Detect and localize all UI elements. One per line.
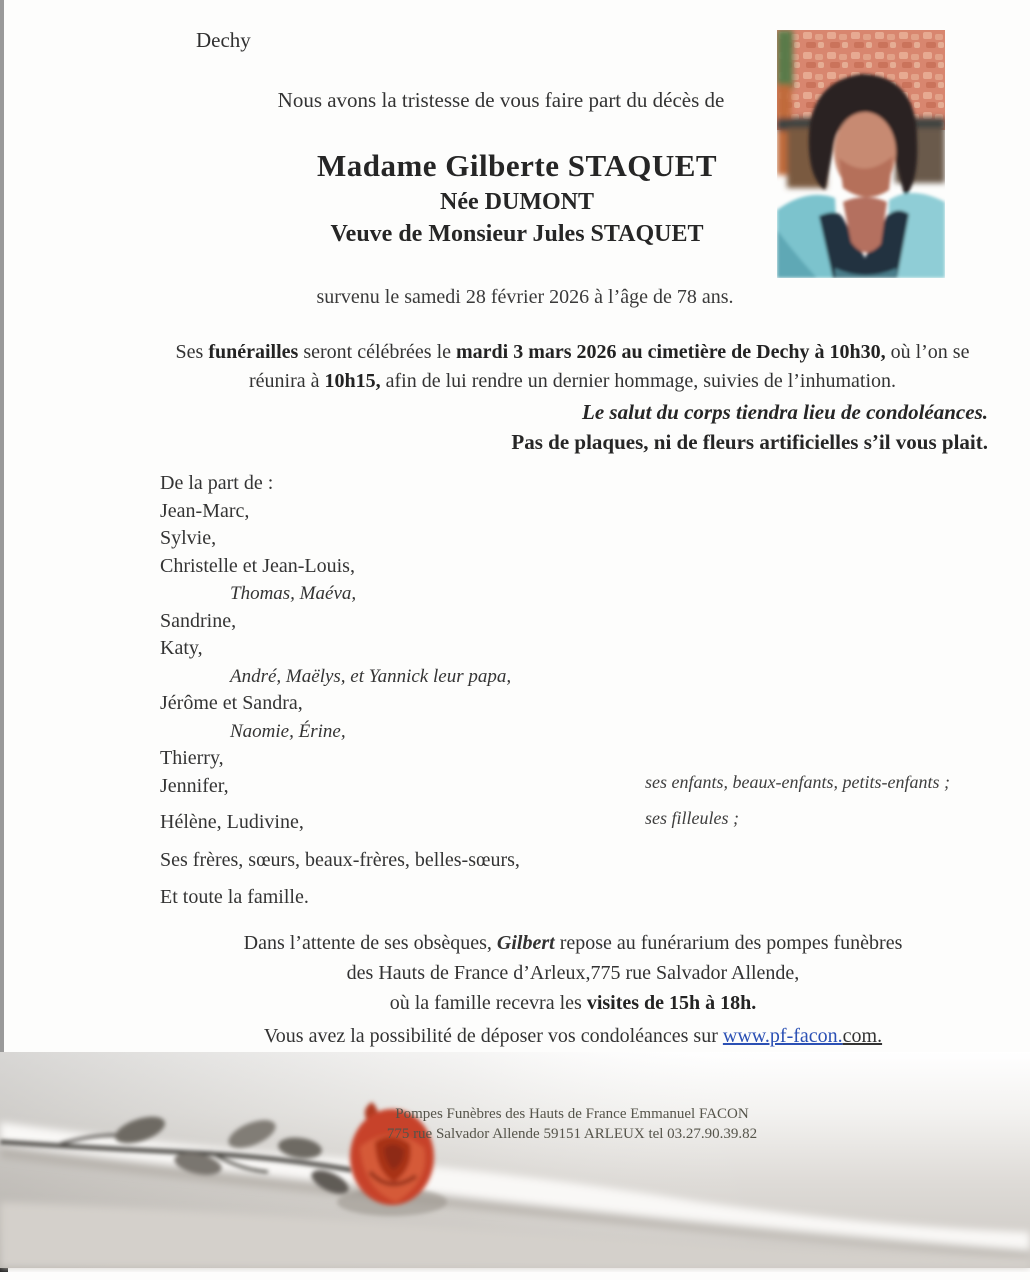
- family-member: Sylvie,: [160, 527, 217, 549]
- repose-line3: [244, 988, 903, 1018]
- funeral-bold: funérailles: [208, 341, 299, 363]
- condolence-link-line: [244, 1021, 903, 1051]
- condolence-website-link-suffix[interactable]: com.: [842, 1025, 883, 1047]
- repose-line1: [244, 928, 903, 958]
- repose-line2: des Hauts de France d’Arleux,775 rue Salvador Allende,: [346, 962, 800, 984]
- repose-text: où la famille recevra les: [389, 992, 587, 1014]
- condolence-block: [511, 398, 988, 456]
- plaques-line: Pas de plaques, ni de fleurs artificielles s’il vous plait.: [511, 430, 988, 454]
- family-member: Sandrine,: [160, 609, 237, 632]
- death-date-line: survenu le samedi 28 février 2026 à l’âge de 78 ans.: [316, 286, 734, 308]
- family-member: Christelle et Jean-Louis,: [160, 554, 355, 577]
- funeral-bold: mardi 3 mars 2026 au cimetière de Dechy à 10h30,: [456, 341, 886, 363]
- funeral-home-footer: [387, 1104, 757, 1144]
- condolence-website-link[interactable]: www.pf-facon.: [722, 1025, 843, 1047]
- funeral-details: [150, 338, 995, 396]
- family-member: Jean-Marc,: [160, 499, 250, 522]
- deceased-first-name: Gilbert: [496, 932, 555, 954]
- funeral-text: seront célébrées le: [298, 341, 457, 363]
- repose-block: [244, 928, 903, 1051]
- funeral-text: Ses: [175, 341, 209, 363]
- family-grandchildren: Thomas, Maéva,: [230, 583, 357, 604]
- family-list: [160, 470, 520, 912]
- family-member: Hélène, Ludivine,: [160, 811, 304, 833]
- widow-line: Veuve de Monsieur Jules STAQUET: [330, 221, 704, 247]
- family-member: Jennifer,: [160, 774, 229, 797]
- family-grandchildren: Naomie, Érine,: [230, 720, 346, 742]
- funeral-home-address: 775 rue Salvador Allende 59151 ARLEUX tel 03.27.90.39.82: [386, 1126, 758, 1142]
- funeral-home-name: Pompes Funèbres des Hauts de France Emmanuel FACON: [395, 1106, 749, 1122]
- intro-line: Nous avons la tristesse de vous faire part du décès de: [277, 88, 725, 112]
- repose-text: repose au funérarium des pompes funèbres: [554, 932, 903, 954]
- visiting-hours: visites de 15h à 18h.: [586, 992, 757, 1014]
- funeral-bold: 10h15,: [324, 370, 381, 392]
- family-grandchildren: André, Maëlys, et Yannick leur papa,: [230, 665, 512, 687]
- maiden-name: Née DUMONT: [440, 189, 594, 215]
- scan-edge-artifact: [0, 0, 4, 1052]
- portrait-photo: [777, 30, 945, 278]
- salut-line: Le salut du corps tiendra lieu de condoléances.: [582, 400, 988, 424]
- deceased-name: Madame Gilberte STAQUET: [316, 148, 718, 183]
- family-list-header: De la part de :: [160, 472, 274, 494]
- city-label: Dechy: [196, 28, 251, 52]
- deceased-name-block: [317, 148, 717, 248]
- repose-text: Dans l’attente de ses obsèques,: [243, 932, 497, 954]
- repose-text: Vous avez la possibilité de déposer vos condoléances sur: [263, 1025, 723, 1047]
- family-member: Jérôme et Sandra,: [160, 692, 303, 714]
- relation-note-children: ses enfants, beaux-enfants, petits-enfants ;: [645, 772, 950, 792]
- funeral-text: afin de lui rendre un dernier hommage, suivies de l’inhumation.: [380, 370, 897, 392]
- funeral-text: où l’on se réunira à: [248, 341, 970, 392]
- family-member: Thierry,: [160, 747, 224, 769]
- family-siblings: Ses frères, sœurs, beaux-frères, belles-sœurs,: [160, 848, 520, 871]
- relation-note-goddaughters: ses filleules ;: [645, 808, 739, 828]
- beach-rose-photo: [0, 1052, 1030, 1272]
- family-all: Et toute la famille.: [160, 886, 309, 908]
- family-member: Katy,: [160, 637, 203, 659]
